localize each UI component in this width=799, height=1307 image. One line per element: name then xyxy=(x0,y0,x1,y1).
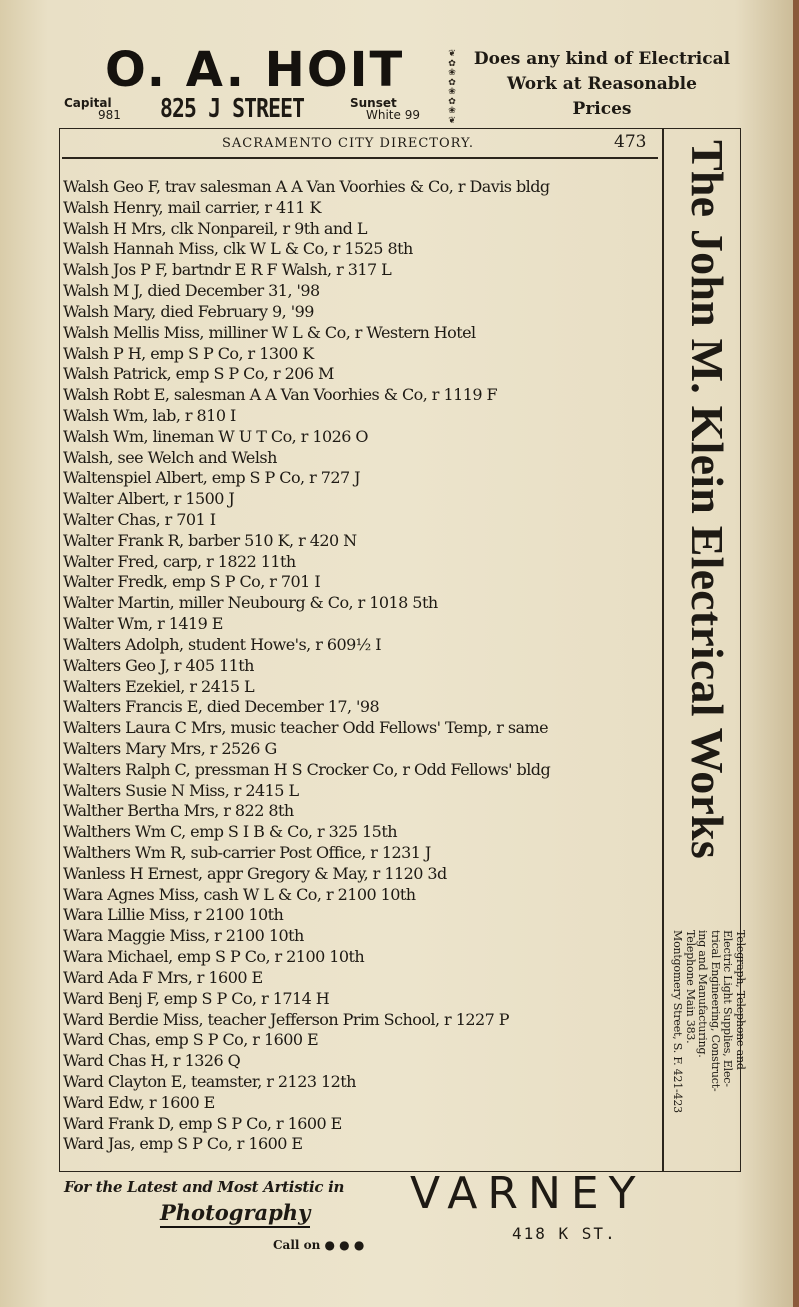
side-ad-details xyxy=(668,930,746,1160)
directory-entry: Walsh Mellis Miss, milliner W L & Co, r Western Hotel xyxy=(63,322,476,342)
capital-phone xyxy=(64,97,121,121)
directory-entry: Walters Adolph, student Howe's, r 609½ I xyxy=(63,634,382,654)
footer-ad-address: 418 K ST. xyxy=(512,1224,617,1243)
directory-entry: Walsh Robt E, salesman A A Van Voorhies & Co, r 1119 F xyxy=(63,385,498,405)
directory-entry: Walter Fredk, emp S P Co, r 701 I xyxy=(63,572,321,592)
directory-entry: Walter Albert, r 1500 J xyxy=(63,489,235,509)
directory-entry: Walsh Wm, lineman W U T Co, r 1026 O xyxy=(63,426,368,446)
directory-entry: Wara Agnes Miss, cash W L & Co, r 2100 10th xyxy=(63,884,416,904)
footer-ad-brand: VARNEY xyxy=(410,1168,646,1219)
directory-entry: Walter Martin, miller Neubourg & Co, r 1018 5th xyxy=(63,593,438,613)
side-ad-line-5: Telephone Main 383. xyxy=(684,930,697,1044)
directory-entry: Walter Wm, r 1419 E xyxy=(63,614,223,634)
directory-listing xyxy=(63,177,661,1155)
tagline-line-2: Work at Reasonable xyxy=(507,74,697,94)
side-ad-title: The John M. Klein Electrical Works xyxy=(682,140,733,859)
directory-entry: Walthers Wm R, sub-carrier Post Office, r 1231 J xyxy=(63,843,431,862)
sunset-number: White 99 xyxy=(366,108,420,122)
column-divider xyxy=(662,128,664,1172)
directory-entry: Walters Laura C Mrs, music teacher Odd Fellows' Temp, r same xyxy=(63,718,549,738)
directory-entry: Walthers Wm C, emp S I B & Co, r 325 15th xyxy=(63,822,397,842)
directory-entry: Walsh M J, died December 31, '98 xyxy=(63,281,320,301)
running-head-title: SACRAMENTO CITY DIRECTORY. xyxy=(222,136,475,151)
directory-entry: Wara Lillie Miss, r 2100 10th xyxy=(63,905,284,925)
page-edge xyxy=(793,0,799,1307)
running-head-rule xyxy=(62,157,658,159)
header-ad-name: O. A. HOIT xyxy=(105,42,405,98)
directory-entry: Wara Michael, emp S P Co, r 2100 10th xyxy=(63,947,365,967)
directory-entry: Wara Maggie Miss, r 2100 10th xyxy=(63,926,304,946)
directory-entry: Ward Edw, r 1600 E xyxy=(63,1092,215,1112)
directory-entry: Walsh Mary, died February 9, '99 xyxy=(63,301,314,321)
directory-entry: Walsh Hannah Miss, clk W L & Co, r 1525 8th xyxy=(63,239,413,259)
directory-entry: Ward Frank D, emp S P Co, r 1600 E xyxy=(63,1113,342,1133)
footer-ad-photography: Photography xyxy=(160,1200,310,1228)
capital-number: 981 xyxy=(98,108,121,122)
directory-entry: Ward Chas, emp S P Co, r 1600 E xyxy=(63,1030,319,1050)
header-ad-street: 825 J STREET xyxy=(160,94,305,124)
directory-entry: Walter Chas, r 701 I xyxy=(63,510,216,529)
directory-entry: Walsh Patrick, emp S P Co, r 206 M xyxy=(63,364,334,384)
directory-entry: Ward Ada F Mrs, r 1600 E xyxy=(63,967,263,987)
directory-entry: Waltenspiel Albert, emp S P Co, r 727 J xyxy=(63,468,361,488)
directory-entry: Ward Clayton E, teamster, r 2123 12th xyxy=(63,1071,356,1091)
directory-entry: Walters Francis E, died December 17, '98 xyxy=(63,697,380,717)
side-ad-line-4: ing and Manufacturing. xyxy=(696,930,710,1058)
directory-entry: Ward Jas, emp S P Co, r 1600 E xyxy=(63,1134,303,1154)
directory-entry: Walsh Geo F, trav salesman A A Van Voorhies & Co, r Davis bldg xyxy=(63,177,550,196)
sunset-label: Sunset xyxy=(350,96,397,110)
directory-entry: Walsh Wm, lab, r 810 I xyxy=(63,405,236,425)
side-ad-line-2: Electric Light Supplies, Elec- xyxy=(721,930,735,1087)
page-number: 473 xyxy=(614,132,647,152)
side-ad-line-3: trical Engineering, Construct- xyxy=(709,930,722,1092)
directory-entry: Walters Mary Mrs, r 2526 G xyxy=(63,738,277,758)
footer-ad-call: Call on ● ● ● xyxy=(273,1238,365,1252)
capital-label: Capital xyxy=(64,96,112,110)
directory-entry: Walsh Henry, mail carrier, r 411 K xyxy=(63,197,321,217)
running-head xyxy=(62,133,660,157)
directory-entry: Walter Frank R, barber 510 K, r 420 N xyxy=(63,530,357,550)
directory-entry: Walters Susie N Miss, r 2415 L xyxy=(63,780,299,800)
directory-entry: Walther Bertha Mrs, r 822 8th xyxy=(63,801,294,821)
footer-ad-line-1: For the Latest and Most Artistic in xyxy=(64,1178,345,1196)
directory-entry: Walsh Jos P F, bartndr E R F Walsh, r 317 L xyxy=(63,260,392,280)
ornament-divider: ❦ ✿ ❀ ✿ ❀ ✿ ❀ ❦ xyxy=(448,49,456,126)
tagline-line-3: Prices xyxy=(572,99,632,119)
directory-entry: Walsh, see Welch and Welsh xyxy=(63,447,277,467)
sunset-phone xyxy=(350,97,420,121)
side-ad xyxy=(680,140,734,930)
directory-entry: Walters Geo J, r 405 11th xyxy=(63,655,254,675)
directory-entry: Ward Benj F, emp S P Co, r 1714 H xyxy=(63,988,330,1008)
header-ad-tagline xyxy=(462,47,742,122)
directory-entry: Ward Chas H, r 1326 Q xyxy=(63,1051,241,1071)
directory-entry: Walters Ralph C, pressman H S Crocker Co, r Odd Fellows' bldg xyxy=(63,759,551,779)
directory-entry: Walters Ezekiel, r 2415 L xyxy=(63,676,255,696)
directory-entry: Walter Fred, carp, r 1822 11th xyxy=(63,551,296,571)
tagline-line-1: Does any kind of Electrical xyxy=(473,49,731,69)
directory-entry: Walsh P H, emp S P Co, r 1300 K xyxy=(63,343,314,363)
side-ad-line-6: Montgomery Street, S. F. 421-423 xyxy=(671,930,685,1113)
directory-entry: Ward Berdie Miss, teacher Jefferson Prim School, r 1227 P xyxy=(63,1009,509,1029)
directory-entry: Wanless H Ernest, appr Gregory & May, r 1120 3d xyxy=(63,863,447,883)
directory-entry: Walsh H Mrs, clk Nonpareil, r 9th and L xyxy=(63,218,367,238)
side-ad-line-1: Telegraph, Telephone and xyxy=(734,930,747,1070)
